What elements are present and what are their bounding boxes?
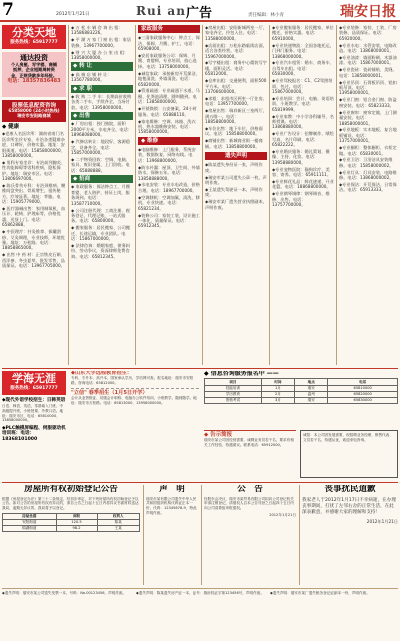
statement-notice (146, 485, 198, 585)
table-header: 电话 (328, 379, 398, 385)
listing: ◆ 厂房出租：独门独院，面积2000平方米，水电齐全。电话：18968088000。 (71, 121, 132, 138)
loan-ad-line: 抵押，企业短期周转资 (13, 67, 55, 73)
table-cell: 安阳街道 (3, 519, 57, 525)
listing: ◆专业水电：水管安装、电路改造。电话：13868000001。 (339, 42, 397, 54)
category-sale: ◆ 出售 (71, 112, 133, 120)
bottom-notes (2, 591, 398, 639)
listing: ◆专业灯具：灯具安装、电路维修。电话：13868000002。 (339, 169, 397, 181)
table-header: 房屋坐落 (3, 513, 57, 519)
column-divider (202, 25, 203, 365)
notice: ◆瑞安市某厂遗失营业执照副本，声明作废。 (205, 199, 267, 210)
listing: ◆商铺出售：新城商业街一楼商铺。电话：13858800000。 (205, 138, 263, 149)
loan-ad-tel: 电话：18357836483 (7, 78, 61, 85)
listing: ◆ 搬家服务：居民搬家、公司搬迁、长途运输，专业团队。电话：15867000000。 (71, 225, 130, 242)
listing: ◆求租：求租市区两室一厅住房。电话：13957700000。 (205, 95, 267, 107)
funeral-apology (302, 485, 398, 585)
public-notice-title: 公 告 (237, 485, 263, 494)
loan-ad-heading: 通达投资 (20, 54, 48, 62)
table-cell: 资格考试 (205, 397, 262, 403)
category-health: ◆ 健康 (2, 123, 20, 130)
school-text-2: 会计从业资格证、初级会计职称、电脑办公软件培训，小班教学，随到随学。地址：瑞安市万松路。电话：65813000、13958000000。 (71, 396, 197, 405)
loan-ad (2, 52, 66, 97)
public-notice-text: 经股东会决议，瑞安市某贸易有限公司拟向公司登记机关申请注销登记，请债权人自本公告刊登之日起四十五日内向公司清算组申报债权。 (204, 496, 294, 510)
loan-ad-line: 金，正规贷款多年经验。 (10, 72, 58, 78)
category-jobs: ◆ 求 职 (71, 85, 133, 93)
listing: ◆专业鲜花礼品：鲜花速递、开业花篮。电话：18868800000。 (272, 179, 334, 190)
column-divider (68, 25, 69, 365)
table-cell: 65830000 (328, 397, 398, 403)
issue-date: 2012年1月21日 (56, 12, 90, 17)
funeral-apology-text: 我家老人于2012年1月17日不幸病逝，在办理丧事期间，打扰了左邻右舍的正常生活，在此深表歉意，并感谢大家的理解和支持！ (302, 497, 396, 515)
listing: ◆三清家政服务中心：钟点工、保洁、保姆、月嫂、护工，电话：65908000。 (138, 35, 200, 52)
table-cell: 120.5 (56, 519, 97, 525)
listing: ◆ 家政服务：保洁钟点工、月嫂育婴、老人陪护，持证上岗，服务周到。电话：13587710000。 (71, 184, 130, 206)
listing: ◆专业钢琴调律：钢琴调音、维修、出售。电话：13757700000。 (272, 191, 330, 208)
column-divider (201, 485, 202, 585)
column-divider (135, 25, 136, 365)
table-row (3, 525, 140, 531)
notice: ◆王某遗失驾驶证一本，声明作废。 (205, 186, 263, 198)
lost-notice: ◆遗失声明：瑞安市某厂遗失税务登记证副本一份，声明作废。 (270, 591, 370, 595)
funeral-apology-date: 2012年1月21日 (366, 518, 398, 524)
listing: ◆ 公司注册代理：工商注册、税务登记、代理记账，一站式服务。电话：65800000。 (71, 207, 130, 224)
listing: ◆ 收 购 二 手 车：长期高价收购各类二手车，手续齐全，当场付款。电话：13958000000。 (71, 93, 132, 110)
table-cell: 65820000 (328, 391, 398, 397)
listing: ◆房屋出租：安阳新城两室一厅，家电齐全，拎包入住。电话：13588000000。 (205, 25, 267, 41)
listing: ◆ 万 松 车 辆 咨 询 出 租：13586883226。 (71, 25, 123, 36)
education-phone: 服务热线：65917777 (10, 385, 58, 391)
listing: ◆ 财 兴 大 厦 办 公 室 出 租：13858000000。 (71, 49, 129, 61)
table-header: 权利人 (97, 513, 139, 519)
listing: ◆安居家政服务公司：保姆、月嫂、育婴师，专业培训，放心选择。电话：13758000000。 (138, 53, 197, 69)
listing: ◆开锁换锁：公安备案，24小时服务。电话：65888110。 (138, 106, 197, 117)
section-divider (2, 368, 398, 369)
page-number: 7 (2, 0, 14, 20)
housekeeping-header: 家政服务 (138, 25, 200, 33)
table-cell: 王某 (97, 525, 139, 531)
listing: ◆店面出租：万松东路临街店面，适合各类经营。电话：15967000000。 (205, 42, 267, 59)
house-table (2, 513, 140, 532)
notice: ◆陈某遗失身份证一张，声明作废。 (205, 162, 263, 173)
section-title: 广告 (186, 6, 213, 21)
public-notice (204, 485, 296, 585)
listing: ◆专业窗帘：窗帘定做、上门测量安装。电话：18858000001。 (339, 109, 397, 126)
newspaper-logo: 瑞安日报 (340, 4, 396, 20)
table-header: 面积 (56, 513, 97, 519)
listing: ◆防水补漏：屋顶、卫生间、外墙防水，保修五年。电话：13858888000。 (138, 164, 200, 181)
statement-title: 声 明 (159, 485, 185, 494)
lost-notice-header: 遗失声明 (205, 152, 267, 160)
edition-name: Rui an (136, 4, 186, 18)
column-divider (269, 25, 270, 365)
house-registration-notice (2, 485, 140, 585)
notice-title: ◆ 告示简报 (204, 432, 233, 438)
listing: ◆水电安装：专业水电改造，价格合理。电话：18967700000。 (138, 182, 200, 193)
school-text: 专科、专升本、高升本，国家承认学历，学信网可查。报名地址：瑞安市安阳路。咨询电话：65812000。 (71, 376, 194, 385)
category-business: ◆ 招商 (71, 175, 133, 183)
school-block (71, 371, 199, 479)
listing: ◆ 陈氏骨伤专科：专治颈椎病、腰椎间盘突出、骨质增生，祖传秘方，疗效显著。地址：莘塍。电话：15905779000。 (2, 182, 66, 205)
lost-notice: ◆遗失声明：瑞安市某公司遗失发票一本，号码：No.00123456，声明作废。 (2, 591, 127, 595)
column-divider (299, 485, 300, 585)
table-header: 地点 (295, 379, 328, 385)
listing: ◆专业广告设计：招牌制作、喷绘写真、名片印刷。电话：65822222。 (272, 131, 334, 148)
classified-column-6 (339, 25, 398, 365)
table-cell: 1月 (261, 385, 294, 391)
repair-header: ◆ 维修 (138, 137, 200, 145)
education-title-box (2, 371, 66, 395)
listing: ◆写字楼出租：商务中心精装写字楼，面积灵活。电话：65812000。 (205, 60, 267, 77)
listing: ◆ 法律咨询：婚姻家庭、债务纠纷、劳动争议，资深律师免费咨询。电话：65812345。 (71, 242, 130, 259)
classified-column-3 (138, 25, 200, 365)
classified-phone: 服务热线：65917777 (10, 39, 58, 45)
listing: ◆专业汽车租赁：婚车、商务车、自驾车出租。电话：65830000。 (272, 60, 334, 77)
listing: ◆专业宠物医院：猫狗诊疗、美容、寄养。电话：65911111。 (272, 166, 332, 178)
table-cell: 瑞安 (295, 385, 328, 391)
listing: ◆专业装修：家装、工装、厂房装修，品质保证。电话：65920000。 (339, 25, 397, 41)
classified-column-5 (272, 25, 334, 365)
listing: ◆专业驾校报名：C1、C2驾照培训，包过。电话：15867000000。 (272, 78, 333, 94)
listing: ◆ 男科专家坐诊：专治前列腺炎、性功能障碍等男科疾病，隐私保护。地址：瑞安市区。电话：13806697000。 (2, 159, 66, 182)
info-service-title: ◆ 信息咨询服务报名中 —— (204, 371, 279, 377)
listing: ◆ 汽修店转让：地段好，客源稳定，设备齐全。电话：15857000000。 (71, 139, 130, 155)
listing: ◆专业吊顶：石膏板吊顶、铝扣板吊顶。电话：13958000001。 (339, 79, 397, 96)
public-notice-date: 2012年1月21日 (269, 512, 296, 517)
stock-ad-line: 65858000 (24小时热线) (8, 108, 60, 114)
section-divider (2, 588, 398, 589)
page-header (0, 0, 400, 22)
listing: ◆ 医疗器械出售：家用制氧机、血压计、轮椅、护理床等，价格优惠，送货上门。电话：65862888。 (2, 206, 66, 228)
listing: ◆家电维修：空调、冰箱、洗衣机、热水器维修安装。电话：15858000000。 (138, 118, 196, 135)
lost-notice: ◆遗失声明：陈某遗失房产证一本，证号：瑞房权证字第123456号，声明作废。 (136, 591, 264, 595)
table-cell: 陈某 (97, 519, 139, 525)
stock-ad (2, 100, 66, 122)
info-service-table (204, 378, 398, 404)
education-block (2, 371, 66, 479)
school-heading-2: "立信" 春季招生（1月5日开学） (71, 389, 148, 396)
listing: ◆仓库出租：交通便利，面积500平方米。电话：13706600000。 (205, 78, 267, 94)
stock-ad-line: 股票低息配资咨询 (11, 103, 56, 109)
listing: ◆ 中医理疗：针灸推拿、拔罐刮痧、艾灸调理，专业技师，环境优雅。地址：万松路。电话：18858865000。 (2, 229, 65, 251)
info-service-block (204, 371, 398, 427)
notice-block (204, 430, 296, 478)
listing: ◆专业快递物流：全国各地托运，门到门服务。电话：13868000000。 (272, 42, 334, 59)
stock-ad-line: 瑞安市安阳路商城 (17, 113, 51, 119)
education-listing: ◆现代外语学校招生：日韩英语 (2, 398, 66, 403)
table-cell: 65810000 (328, 385, 398, 391)
table-cell: 3月 (261, 397, 294, 403)
education-detail: 日语、韩语、英语，零基础入门班、中高级提升班，小班授课，外教口语。地址：瑞安市区，电话：65810000、13858000000。 (2, 404, 64, 423)
listing: ◆ 平 湖 万 家 门 窗 出 租：家居装修，13967700000。 (71, 37, 131, 48)
table-header: 时间 (261, 379, 294, 385)
table-cell: 98.2 (56, 525, 97, 531)
listing: ◆ 二手物资回收：空调、电脑、家具、废旧金属，上门回收。电话：65888888。 (71, 156, 130, 173)
listing: ◆空调移机：空调加氟、清洗、移机，专业快速。电话：65821234。 (138, 194, 200, 211)
listing: ◆电脑维修：上门服务，系统安装，数据恢复，网络布线。电话：13968800000。 (138, 147, 196, 163)
listing: ◆专业培训：会计、电脑、英语培训，小班教学。电话：65819999。 (272, 95, 334, 112)
house-notice-text: 根据《房屋登记办法》第三十二条规定，经初步审定，对下列房屋所有权初始登记予以公告。如对公告的房屋所有权有异议的，请自公告之日起十五日内将异议书面材料送达我局，逾期无异议的，我局将予以登记。 (2, 496, 139, 510)
notice: ◆瑞安市某公司遗失公章一枚，声明作废。 (205, 174, 267, 186)
classified-column-4 (205, 25, 267, 365)
table-cell: 瑞安 (295, 397, 328, 403)
listing: ◆专业家教：中小学各科辅导，名师授课。电话：13868880000。 (272, 113, 334, 130)
table-cell: 2月 (261, 391, 294, 397)
listing: ◆专业婚庆服务：婚礼策划、摄像、主持、化妆。电话：13958880000。 (272, 149, 330, 165)
education-title: 学海无涯 (12, 372, 56, 385)
divider (71, 388, 199, 389)
classified-column-1 (2, 25, 66, 365)
funeral-apology-title: 丧事扰民道歉 (324, 485, 376, 494)
loan-ad-line: 个人房屋、写字楼、商铺 (10, 62, 58, 68)
listing: ◆房屋出售：瑞祥新区三室两厅，满五唯一。电话：18858800000。 (205, 108, 267, 124)
recruit-text: 诚招：本公司因发展需要，现招聘业务经理、销售代表、文员若干名，待遇从优，欢迎来电咨询。 (303, 433, 393, 442)
listing: ◆专业油漆：墙面粉刷、木器油漆。电话：15867000001。 (339, 55, 397, 66)
listing: ◆诚信家政：承接新房开荒保洁、地毯清洗、外墙清洗。电话：65820000。 (138, 70, 200, 87)
statement-text: 瑞安市某有限公司遗失中华人民共和国组织机构代码证正本一份，代码：12345678-9，特此声明作废。 (146, 496, 197, 515)
listing: ◆车位出售：地下车位，价格面议。电话：15858800000。 (205, 125, 263, 137)
table-cell: 学历教育 (205, 391, 262, 397)
listing: ◆专业门窗：铝合金门窗、防盗窗安装。电话：65823333。 (339, 97, 397, 108)
school-heading: ◆山东大学远程教育招生： (71, 371, 133, 376)
listing: ◆装修公司：家装工装，设计施工一体化，质量保证。电话：65912345。 (138, 212, 200, 229)
listing: ◆专业橱柜：整体橱柜、衣柜定做。电话：65830001。 (339, 145, 397, 156)
listing: ◆专业瓷砖：瓷砖铺贴、美缝。电话：13858000001。 (339, 67, 397, 78)
section-divider (2, 482, 398, 483)
table-row (205, 397, 398, 403)
listing: ◆老康人名医诊所：湖南省南门名医诊所坐诊专家，专治各类疑难杂症，口碑好，价格实惠。地址：安阳街道。电话：15858000000、13858000000。 (2, 131, 65, 158)
editor-credit: 责任编辑：林小青 (248, 13, 284, 18)
column-divider (336, 25, 337, 365)
classified-column-2 (71, 25, 133, 365)
listing: ◆管道疏通：专业疏通下水道、马桶、化粪池清理，随叫随到。电话：13858000000。 (138, 88, 200, 105)
table-cell: 温州 (295, 391, 328, 397)
house-notice-title: 房屋所有权初始登记公告 (24, 485, 118, 494)
listing: ◆专业卫浴：卫浴洁具安装维修。电话：15858000002。 (339, 157, 394, 168)
table-header: 项目 (205, 379, 262, 385)
column-divider (143, 485, 144, 585)
category-transfer: ◆ 转 让 (71, 62, 133, 70)
table-cell: 锦湖街道 (3, 525, 57, 531)
classified-title-box (2, 25, 66, 49)
listing: ◆专业地板：实木地板、复合地板铺设。电话：13757000001。 (339, 127, 397, 144)
table-cell: 技能培训 (205, 385, 262, 391)
listing: ◆ 出售 中 药 材：正宗铁皮石斛、西洋参、冬虫夏草，批发零售，品质保证。电话：13967705000。 (2, 252, 65, 269)
listing: ◆专业搬家服务：居民搬家、单位搬迁，价格实惠。电话：65910000。 (272, 25, 334, 41)
recruit-box (300, 430, 398, 478)
listing: ◆专业保洁：开荒保洁、日常保洁。电话：65913333。 (339, 182, 397, 193)
classified-title: 分类天地 (12, 26, 56, 39)
education-listing: ◆PLC触摸屏编程、伺服驱动机培训班：电话：18368101000 (2, 425, 66, 442)
notice-text: 瑞安市某公司因经营需要，诚聘业务员若干名，要求有相关工作经验，待遇面议。联系电话：65912000。 (204, 438, 294, 447)
listing: ◆ 高 端 店 铺 转 让：13567780000。 (71, 71, 112, 83)
